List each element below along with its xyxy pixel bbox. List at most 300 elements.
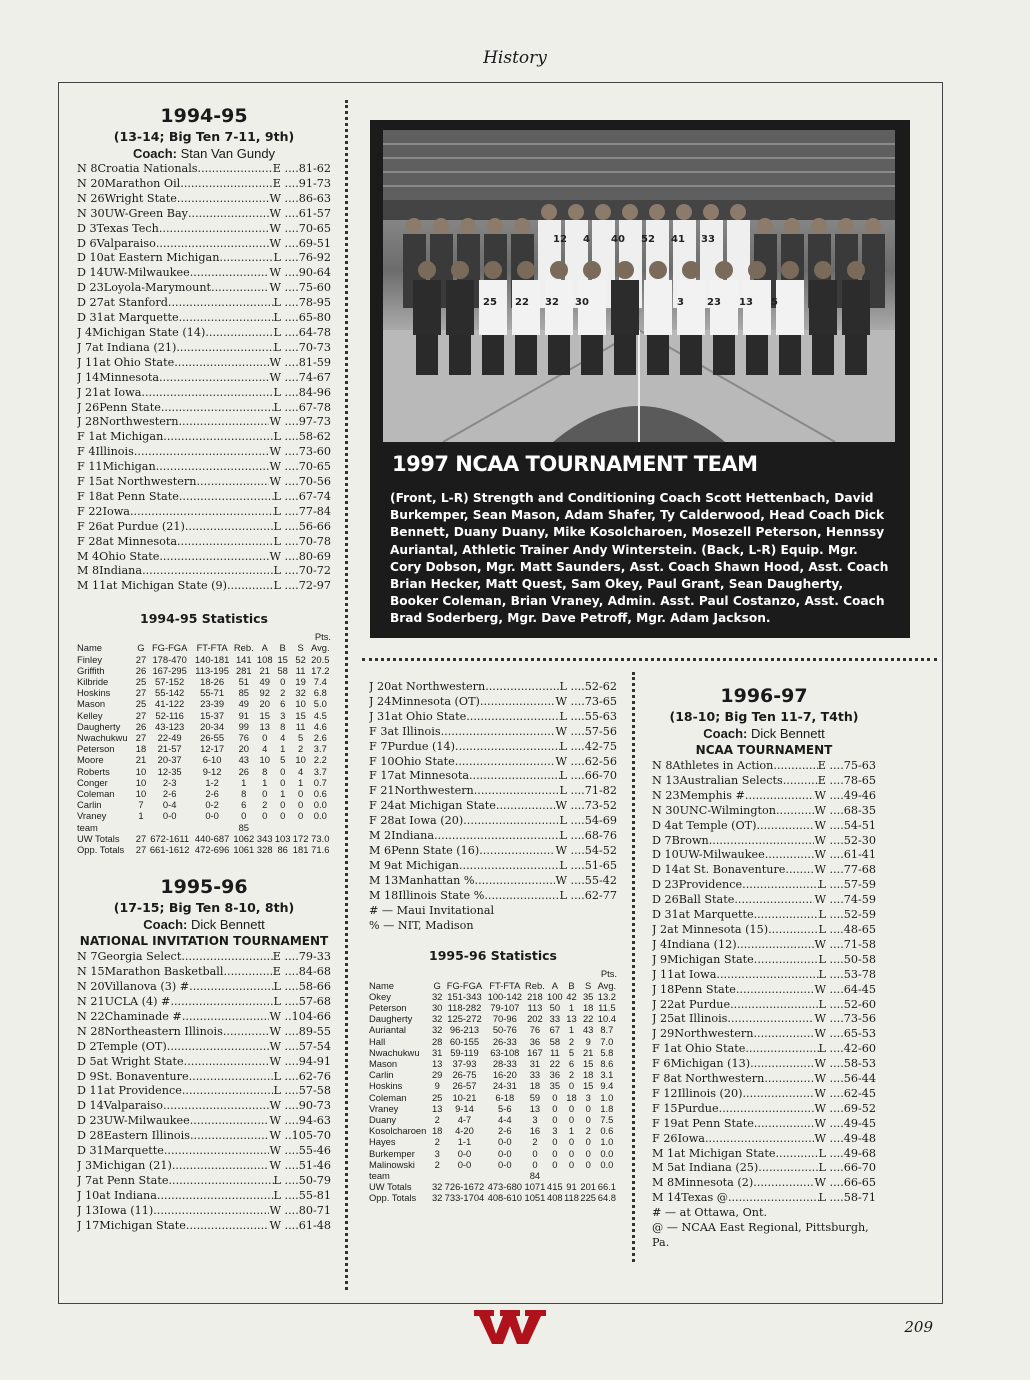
stats-cell: 27 (135, 732, 147, 744)
stats-cell: 141 (235, 653, 252, 665)
dot-leader (765, 848, 815, 863)
season-coach-9697: Coach: Dick Bennett (703, 726, 825, 741)
dot-leader (745, 789, 815, 804)
stats-cell: 0 (568, 1080, 575, 1092)
dot-leader (156, 460, 270, 475)
stats-cell: 7.5 (600, 1113, 614, 1125)
schedule-row (369, 799, 617, 814)
game-date: D 6 (77, 236, 97, 250)
stats-row (77, 676, 331, 687)
stats-cell: 2-6 (162, 788, 177, 800)
jersey-number: 25 (483, 297, 497, 308)
stats-cell: 10 (259, 754, 270, 766)
stats-cell: 10 (135, 788, 147, 800)
game-result: L ....68-76 (559, 829, 617, 843)
game-result: W ....89-55 (269, 1024, 331, 1038)
stats-cell: 21-57 (157, 743, 182, 755)
stats-header-cell: FG-FGA (446, 979, 483, 991)
stats-row (369, 1170, 617, 1181)
schedule-row (77, 950, 331, 965)
game-date: D 26 (652, 893, 679, 907)
stats-cell: 16-20 (492, 1069, 517, 1081)
stats-cell: 1.8 (600, 1102, 614, 1114)
stats-cell: Conger (77, 776, 108, 788)
stats-cell: 51 (238, 676, 249, 687)
game-opponent: at Northwestern (102, 475, 197, 489)
dot-leader (177, 535, 274, 550)
game-result: L ....52-62 (559, 680, 617, 693)
stats-cell: 0 (568, 1113, 575, 1125)
game-opponent: Michigan State (99, 1218, 186, 1232)
stats-cell: 26 (135, 720, 147, 732)
stats-cell: 0 (585, 1147, 591, 1159)
schedule-row (652, 804, 876, 819)
stats-cell: 0 (262, 732, 268, 744)
schedule-row (77, 1129, 331, 1144)
stats-cell: 12-17 (200, 743, 225, 755)
stats-cell: 20-37 (157, 754, 182, 766)
game-result: W ..104-66 (269, 1009, 331, 1023)
stats-cell (597, 1170, 617, 1181)
stats-cell: Auriantal (369, 1024, 407, 1036)
stats-cell: 5 (298, 732, 304, 744)
stats-cell: Vraney (369, 1102, 399, 1114)
jersey-number: 5 (771, 297, 778, 308)
page-number: 209 (904, 1318, 933, 1336)
game-result: L ....58-62 (273, 430, 331, 444)
schedule-row (77, 550, 331, 565)
stats-cell: 0 (552, 1091, 558, 1103)
stats-cell: 52 (295, 653, 306, 665)
stats-cell: 1062 (233, 832, 255, 844)
stats-cell: 8.6 (600, 1057, 614, 1069)
season-record-9697: (18-10; Big Ten 11-7, T4th) (669, 709, 859, 724)
game-result: W ....71-58 (814, 937, 876, 951)
dot-leader (434, 829, 559, 844)
game-opponent: at Wright State (96, 1054, 184, 1068)
game-opponent: Indiana (99, 564, 143, 578)
game-date: F 28 (77, 534, 103, 548)
stats-row (369, 1103, 617, 1114)
stats-cell: 181 (292, 844, 309, 856)
dot-leader (153, 1204, 269, 1219)
stats-header-cell: FT-FTA (196, 642, 228, 654)
game-result: E ....75-63 (817, 759, 876, 772)
dot-leader (768, 923, 818, 938)
dot-leader (170, 995, 273, 1010)
game-opponent: at Penn State (677, 1116, 754, 1130)
game-opponent: Indiana (12) (667, 937, 737, 951)
dot-leader (737, 938, 815, 953)
stats-cell: 167-295 (152, 664, 187, 676)
jersey-number: 41 (671, 234, 685, 245)
game-date: N 28 (77, 1024, 105, 1038)
dot-leader (474, 784, 560, 799)
schedule-row (77, 445, 331, 460)
dot-leader (223, 1025, 270, 1040)
stats-cell: Malinowski (369, 1158, 415, 1170)
stats-cell: 5.8 (600, 1046, 614, 1058)
stats-cell: 20 (238, 743, 249, 755)
stats-cell: 3 (552, 1125, 558, 1137)
game-opponent: at Eastern Michigan (103, 251, 220, 265)
game-opponent: at Michigan State (9) (106, 579, 227, 593)
stats-cell (274, 822, 292, 833)
game-result: W ....55-46 (269, 1144, 331, 1158)
game-result: W ....51-46 (269, 1158, 331, 1172)
dot-leader (475, 874, 556, 889)
stats-cell: Coleman (77, 788, 115, 800)
schedule-row (77, 1204, 331, 1219)
stats-cell: 2 (434, 1113, 440, 1125)
stats-cell: 23-39 (200, 698, 225, 710)
game-opponent: at Michigan (391, 858, 459, 872)
stats-cell: 63-108 (490, 1046, 520, 1058)
stats-row (77, 822, 331, 833)
game-date: F 28 (369, 814, 395, 828)
game-opponent: Valparaiso (103, 1099, 163, 1113)
stats-header-cell: FT-FTA (489, 979, 521, 991)
stats-cell: 473-680 (487, 1181, 523, 1193)
game-opponent: Purdue (677, 1101, 719, 1115)
game-result: W ....52-30 (814, 833, 876, 847)
stats-cell: 9.4 (600, 1080, 614, 1092)
dot-leader (178, 415, 269, 430)
jersey-number: 13 (739, 297, 753, 308)
game-result: L ....52-59 (818, 908, 876, 922)
stats-cell: 0-2 (205, 799, 219, 811)
game-result: W ....97-73 (269, 415, 331, 429)
stats-cell: Moore (77, 754, 104, 766)
dot-leader (479, 844, 555, 859)
schedule-row (369, 695, 617, 710)
schedule-row (77, 1025, 331, 1040)
dot-leader (709, 834, 815, 849)
dot-leader (734, 893, 814, 908)
stats-cell: 1 (298, 776, 304, 788)
stats-cell: 118 (564, 1192, 579, 1204)
schedule-row (652, 878, 876, 893)
dot-leader (455, 740, 560, 755)
game-date: F 1 (652, 1042, 671, 1056)
stats-cell: 18 (582, 1069, 594, 1081)
game-date: D 31 (77, 311, 104, 325)
dot-leader (198, 162, 273, 177)
stats-cell: 0 (280, 676, 286, 687)
stats-cell: 6 (241, 799, 247, 811)
game-date: D 31 (652, 908, 679, 922)
schedule-row (652, 1191, 876, 1206)
game-result: L ....52-60 (818, 997, 876, 1011)
stats-cell: 100 (547, 990, 563, 1002)
dot-leader (130, 505, 274, 520)
game-result: L ....70-72 (273, 564, 331, 578)
stats-cell: 281 (235, 664, 252, 676)
game-opponent: Chaminade # (104, 1009, 182, 1023)
game-result: W ....73-56 (814, 1012, 876, 1026)
game-opponent: at Ohio State (670, 1042, 746, 1056)
game-result: W ....80-69 (269, 549, 331, 563)
stats-cell: 225 (580, 1192, 597, 1204)
game-result: W ....56-44 (814, 1072, 876, 1086)
stats-cell: 3.7 (313, 765, 327, 777)
game-opponent: Loyola-Marymount (103, 281, 212, 295)
game-date: J 13 (77, 1203, 100, 1217)
season-title-9596: 1995-96 (160, 876, 248, 899)
stats-cell: team (77, 821, 98, 833)
game-result: L ....53-78 (818, 967, 876, 981)
schedule-row (77, 1040, 331, 1055)
stats-cell: Vraney (77, 810, 107, 822)
dot-leader (227, 579, 274, 594)
season-coach-9596: Coach: Dick Bennett (143, 917, 265, 933)
stats-row (77, 698, 331, 709)
schedule-row (652, 1057, 876, 1072)
stats-cell (192, 822, 231, 833)
stats-cell: 20 (259, 698, 270, 710)
schedule-row (652, 908, 876, 923)
game-result: L ....51-65 (559, 858, 617, 872)
game-opponent: at Iowa (674, 967, 717, 981)
stats-cell: 733-1704 (444, 1192, 485, 1204)
stats-cell: 0 (552, 1147, 558, 1159)
stats-cell: 0 (585, 1102, 591, 1114)
stats-cell: 108 (256, 653, 273, 665)
stats-row (369, 1058, 617, 1069)
game-date: N 21 (77, 994, 105, 1008)
team-photo (383, 130, 895, 442)
stats-cell: 18 (582, 1001, 594, 1013)
left-column (77, 104, 331, 1233)
stats-cell: 11 (295, 664, 306, 676)
stats-cell: 20.5 (311, 653, 330, 665)
schedule-row (77, 356, 331, 371)
game-date: F 8 (652, 1072, 671, 1086)
dot-leader (484, 889, 559, 904)
game-opponent: at Minnesota (15) (667, 922, 769, 936)
stats-cell: 26-33 (492, 1035, 517, 1047)
stats-row (77, 777, 331, 788)
game-result: W ....70-65 (269, 221, 331, 235)
stats-cell: 3.1 (600, 1069, 614, 1081)
stats-cell: 0 (280, 776, 286, 788)
stats-cell: 16 (529, 1125, 541, 1137)
stats-cell: 100-142 (487, 990, 523, 1002)
game-result: L ....57-58 (273, 1084, 331, 1098)
tournament-9596: NATIONAL INVITATION TOURNAMENT (79, 934, 329, 949)
stats-cell: 28 (431, 1035, 443, 1047)
game-date: N 26 (77, 191, 105, 205)
stats-cell: 18 (566, 1091, 577, 1103)
stats-cell: 43 (582, 1024, 594, 1036)
game-date: N 20 (77, 980, 105, 994)
dot-leader (753, 1027, 814, 1042)
game-date: J 25 (652, 1012, 675, 1026)
schedule-row (77, 1159, 331, 1174)
stats-cell: 32 (431, 990, 443, 1002)
stats-cell: 13 (529, 1102, 541, 1114)
game-opponent: Michigan State (14) (92, 325, 206, 339)
stats-cell: 43-123 (155, 720, 185, 732)
game-opponent: Memphis # (679, 788, 745, 802)
game-opponent: Marquette (103, 1144, 164, 1158)
stats-cell: 50-76 (492, 1024, 517, 1036)
stats-cell: 0 (568, 1147, 575, 1159)
schedule-9697 (652, 759, 876, 1206)
dot-leader (182, 1084, 274, 1099)
dot-leader (168, 296, 274, 311)
motion-w-icon (470, 1304, 550, 1348)
stats-cell: 440-687 (194, 832, 230, 844)
game-opponent: Michigan (102, 460, 156, 474)
stats-cell: Carlin (77, 799, 102, 811)
game-opponent: UNC-Wilmington (679, 803, 776, 817)
schedule-row (652, 983, 876, 998)
stats-cell: 201 (580, 1181, 597, 1193)
jersey-number: 12 (553, 234, 567, 245)
stats-cell: 52-116 (155, 709, 184, 721)
stats-cell: Opp. Totals (369, 1192, 417, 1204)
dot-leader (441, 725, 556, 740)
game-result: L ....42-75 (559, 739, 617, 753)
stats-cell: 22 (549, 1057, 561, 1069)
stats-row (369, 1024, 617, 1035)
stats-cell: 11 (549, 1046, 560, 1058)
game-opponent: Valparaiso (96, 236, 156, 250)
game-result: L ....57-59 (818, 878, 876, 892)
stats-cell: 26 (135, 664, 147, 676)
dot-leader (189, 1070, 274, 1085)
stats-cell: 18 (135, 743, 147, 755)
jersey-number: 22 (515, 297, 529, 308)
game-result: W ....80-71 (269, 1203, 331, 1217)
schedule-row (77, 192, 331, 207)
dot-leader (196, 475, 269, 490)
stats-cell: 10 (295, 754, 306, 766)
schedule-row (652, 1087, 876, 1102)
stats-cell: Hoskins (77, 687, 111, 699)
stats-header-cell: G (433, 979, 441, 991)
stats-cell: 0 (568, 1102, 575, 1114)
stats-cell: 25 (431, 1091, 443, 1103)
stats-row (77, 799, 331, 810)
stats-cell: 0-0 (162, 810, 177, 822)
stats-cell: 0.7 (313, 776, 327, 788)
stats-cell: 172 (292, 832, 309, 844)
stats-cell: 21 (259, 664, 270, 676)
jersey-number: 30 (575, 297, 589, 308)
stats-cell: 15-37 (200, 709, 225, 721)
game-opponent: UW-Milwaukee (103, 266, 190, 280)
stats-cell: 64.8 (597, 1192, 616, 1204)
schedule-row (77, 460, 331, 475)
schedule-row (652, 1117, 876, 1132)
dot-leader (180, 177, 273, 192)
stats-cell: 415 (547, 1181, 563, 1193)
game-result: L ....42-60 (818, 1042, 876, 1056)
stats-cell: 41-122 (155, 698, 185, 710)
game-opponent: UW-Green Bay (104, 206, 188, 220)
game-opponent: at Purdue (674, 997, 731, 1011)
schedule-row (77, 1114, 331, 1129)
footnote-9697-1: # — at Ottawa, Ont. (652, 1206, 768, 1220)
schedule-row (652, 834, 876, 849)
game-date: F 15 (652, 1101, 678, 1115)
game-date: D 3 (77, 221, 97, 235)
stats-cell: 12-35 (157, 765, 182, 777)
schedule-row (77, 490, 331, 505)
stats-cell: 7.4 (313, 676, 327, 687)
stats-cell: 472-696 (194, 844, 230, 856)
stats-cell: 4.6 (313, 720, 327, 732)
stats-cell: 85 (238, 821, 249, 833)
stats-cell: 0 (568, 1158, 575, 1170)
game-opponent: at Marquette (678, 908, 754, 922)
stats-cell: 0-0 (457, 1147, 472, 1159)
schedule-row (77, 535, 331, 550)
stats-cell: 42 (566, 990, 577, 1002)
schedule-row (77, 371, 331, 386)
game-date: J 3 (77, 1158, 93, 1172)
stats-cell: 167 (527, 1046, 543, 1058)
stats-cell: 31 (431, 1046, 443, 1058)
stats-cell: 79-107 (490, 1001, 520, 1013)
stats-cell: 0-0 (205, 810, 219, 822)
stats-cell: 35 (549, 1080, 561, 1092)
game-result: W ....62-45 (814, 1086, 876, 1100)
game-opponent: Penn State (674, 982, 736, 996)
game-opponent: at Northwestern (391, 680, 486, 693)
game-result: W ....70-56 (269, 475, 331, 489)
dot-leader (742, 878, 818, 893)
schedule-row (652, 1027, 876, 1042)
dot-leader (190, 1114, 270, 1129)
stats-cell: Mason (77, 698, 106, 710)
game-date: F 12 (652, 1086, 678, 1100)
game-date: J 17 (77, 1218, 100, 1232)
stats-cell (147, 822, 192, 833)
dot-leader (496, 799, 556, 814)
dot-leader (754, 1117, 815, 1132)
dot-leader (756, 819, 814, 834)
game-result: L ....56-66 (273, 519, 331, 533)
game-result: W ....61-57 (269, 206, 331, 220)
stats-cell: 73.0 (311, 832, 330, 844)
stats-cell: 32 (431, 1181, 443, 1193)
stats-row (369, 1192, 617, 1203)
team-photo-illustration (383, 130, 895, 442)
game-opponent: Minnesota (99, 370, 159, 384)
stats-cell: 18 (529, 1080, 541, 1092)
stats-header-top: Pts. (314, 631, 331, 643)
game-opponent: St. Bonaventure (96, 1069, 189, 1083)
stats-row (369, 1047, 617, 1058)
stats-cell: 22-49 (157, 732, 182, 744)
stats-cell: 25 (135, 676, 147, 687)
stats-cell: 20-34 (200, 720, 225, 732)
stats-cell: 32 (431, 1024, 443, 1036)
game-result: W ....70-65 (269, 460, 331, 474)
stats-header-cell: Name (77, 642, 103, 654)
stats-cell: 2-6 (498, 1125, 512, 1137)
game-result: W ....77-68 (814, 863, 876, 877)
stats-cell: 27 (135, 687, 147, 699)
schedule-row (652, 1147, 876, 1162)
dot-leader (176, 341, 273, 356)
game-opponent: at Indiana (25) (674, 1161, 759, 1175)
schedule-9596-part1 (77, 950, 331, 1233)
game-opponent: at Michigan (95, 430, 164, 444)
